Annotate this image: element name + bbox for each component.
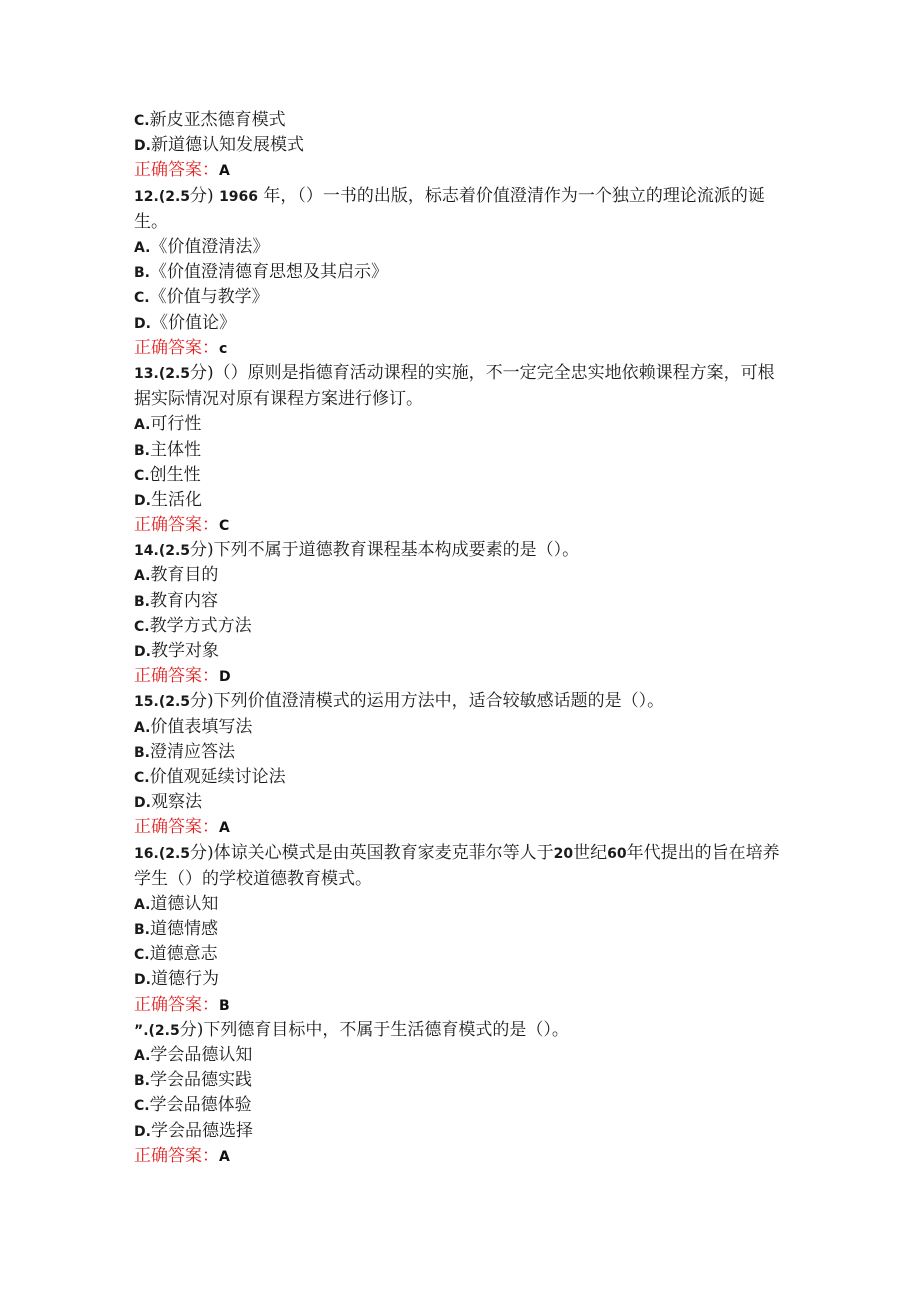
option-letter: C.	[134, 113, 150, 129]
answer-value: D	[219, 669, 231, 686]
question-number: 14.	[134, 543, 159, 560]
option-d	[134, 790, 784, 815]
option-c	[134, 463, 784, 488]
option-b	[134, 589, 784, 614]
answer-label: 正确答案：	[134, 160, 219, 181]
question-number: 15.	[134, 694, 159, 711]
option-d	[134, 1119, 784, 1144]
answer-value: C	[219, 518, 230, 535]
option-letter: D.	[134, 972, 151, 989]
question-score-unit: 分)	[190, 540, 214, 561]
option-letter: C.	[134, 290, 150, 307]
option-b	[134, 917, 784, 942]
option-text: 《价值澄清法》	[150, 236, 270, 257]
option-text: 《价值澄清德育思想及其启示》	[150, 262, 388, 283]
option-a	[134, 412, 784, 437]
question-score-unit: 分)	[190, 691, 214, 712]
option-letter: A.	[134, 896, 151, 913]
option-letter: B.	[134, 922, 150, 939]
stem-text: 下列价值澄清模式的运用方法中，适合较敏感话题的是（）。	[213, 691, 665, 712]
answer-label: 正确答案：	[134, 994, 219, 1015]
option-letter: C.	[134, 947, 150, 964]
option-letter: A.	[134, 239, 151, 256]
option-text: 教育内容	[150, 590, 218, 611]
stem-number: 60	[607, 845, 627, 862]
option-letter: B.	[134, 442, 150, 459]
option-text: 澄清应答法	[150, 741, 235, 762]
option-letter: D.	[134, 315, 151, 332]
option-text: 道德意志	[149, 944, 218, 965]
option-letter: C.	[134, 618, 150, 635]
option-letter: C.	[134, 467, 150, 484]
option-text: 学会品德选择	[150, 1120, 253, 1141]
stem-text: 下列德育目标中，不属于生活德育模式的是（）。	[203, 1019, 569, 1040]
answer-value: c	[219, 340, 228, 357]
option-text: 《价值论》	[150, 312, 236, 333]
option-letter: D.	[134, 644, 151, 660]
stem-text: 世纪	[573, 842, 608, 863]
question-score: (2.5	[158, 188, 191, 205]
option-letter: B.	[134, 265, 150, 282]
option-d	[134, 967, 784, 992]
option-text: 价值观延续讨论法	[149, 766, 286, 787]
option-text: 学会品德认知	[150, 1045, 253, 1066]
answer-label: 正确答案：	[134, 817, 219, 838]
option-letter: A.	[134, 568, 151, 585]
question-number: ”.	[134, 1022, 149, 1039]
option-c	[134, 1093, 784, 1118]
question-16-stem	[134, 841, 784, 892]
option-text: 道德行为	[150, 969, 219, 990]
option-text: 道德情感	[150, 919, 218, 940]
option-text: 新皮亚杰德育模式	[149, 110, 286, 130]
option-text: 学会品德体验	[149, 1095, 252, 1116]
option-a	[134, 715, 784, 740]
option-text: 道德认知	[150, 893, 219, 914]
correct-answer	[134, 158, 784, 183]
option-a	[134, 892, 784, 917]
option-text: 教学方式方法	[149, 615, 252, 636]
option-d	[134, 311, 784, 336]
option-d	[134, 488, 784, 513]
option-text: 新道德认知发展模式	[150, 135, 304, 156]
correct-answer	[134, 664, 784, 689]
option-letter: B.	[134, 1073, 150, 1090]
option-b	[134, 438, 784, 463]
option-text: 教育目的	[150, 565, 219, 586]
question-score: (2.5	[158, 694, 191, 711]
stem-number: 1966	[219, 188, 259, 205]
correct-answer	[134, 993, 784, 1018]
question-15-stem	[134, 689, 784, 714]
option-a	[134, 563, 784, 588]
answer-label: 正确答案：	[134, 666, 219, 687]
option-letter: A.	[134, 1048, 151, 1065]
question-score-unit: 分)	[190, 185, 214, 206]
question-number: 16.	[134, 845, 159, 862]
option-c	[134, 285, 784, 310]
document-page	[134, 108, 784, 1169]
option-b	[134, 1068, 784, 1093]
option-letter: B.	[134, 744, 150, 761]
option-letter: C.	[134, 1098, 150, 1115]
correct-answer	[134, 815, 784, 840]
option-letter: A.	[134, 719, 151, 736]
answer-label: 正确答案：	[134, 1145, 219, 1166]
stem-text: 下列不属于道德教育课程基本构成要素的是（）。	[213, 540, 580, 561]
option-letter: D.	[134, 795, 151, 812]
question-score: (2.5	[148, 1022, 180, 1039]
question-number: 12.	[134, 188, 159, 205]
option-text: 观察法	[150, 792, 202, 813]
question-score-unit: 分)	[190, 362, 214, 383]
question-score-unit: 分)	[190, 842, 214, 863]
option-c	[134, 614, 784, 639]
option-text: 学会品德实践	[150, 1070, 252, 1091]
option-d	[134, 639, 784, 664]
option-a	[134, 1043, 784, 1068]
option-c	[134, 942, 784, 967]
option-letter: D.	[134, 492, 151, 509]
option-text: 创生性	[149, 464, 201, 485]
option-letter: D.	[134, 138, 151, 155]
option-text: 生活化	[150, 489, 202, 510]
stem-text: （）原则是指德育活动课程的实施，不一定完全忠实地依赖课程方案，可根据实际情况对原有课程方案进行修订。	[134, 362, 775, 410]
answer-label: 正确答案：	[134, 515, 219, 536]
question-12-stem	[134, 184, 784, 235]
question-score: (2.5	[158, 543, 191, 560]
stem-text: 体谅关心模式是由英国教育家麦克菲尔等人于	[213, 842, 554, 863]
answer-value: A	[219, 163, 230, 180]
answer-value: A	[219, 1148, 230, 1165]
option-c	[134, 108, 784, 133]
question-17-stem	[134, 1018, 784, 1043]
option-text: 主体性	[150, 439, 201, 460]
option-text: 《价值与教学》	[149, 287, 269, 308]
stem-text: 年代提出的旨在培养学生（）的学校道德教育模式。	[134, 842, 780, 889]
correct-answer	[134, 513, 784, 538]
question-13-stem	[134, 361, 784, 412]
correct-answer	[134, 1144, 784, 1169]
option-text: 价值表填写法	[150, 716, 253, 737]
option-text: 可行性	[150, 414, 202, 435]
answer-label: 正确答案：	[134, 337, 219, 358]
option-a	[134, 235, 784, 260]
question-14-stem	[134, 538, 784, 563]
option-letter: C.	[134, 769, 150, 786]
question-score-unit: 分)	[179, 1019, 204, 1040]
answer-value: A	[219, 820, 230, 837]
question-score: (2.5	[158, 365, 191, 382]
option-d	[134, 133, 784, 158]
option-text: 教学对象	[150, 641, 219, 661]
option-b	[134, 260, 784, 285]
option-c	[134, 765, 784, 790]
option-letter: D.	[134, 1123, 151, 1140]
question-score: (2.5	[158, 845, 191, 862]
stem-text: 年，（）一书的出版，标志着价值澄清作为一个独立的理论流派的诞生。	[134, 185, 765, 232]
correct-answer	[134, 336, 784, 361]
stem-number: 20	[553, 845, 574, 862]
option-letter: A.	[134, 417, 151, 434]
answer-value: B	[219, 997, 230, 1014]
option-b	[134, 740, 784, 765]
option-letter: B.	[134, 593, 150, 610]
question-number: 13.	[134, 365, 159, 382]
